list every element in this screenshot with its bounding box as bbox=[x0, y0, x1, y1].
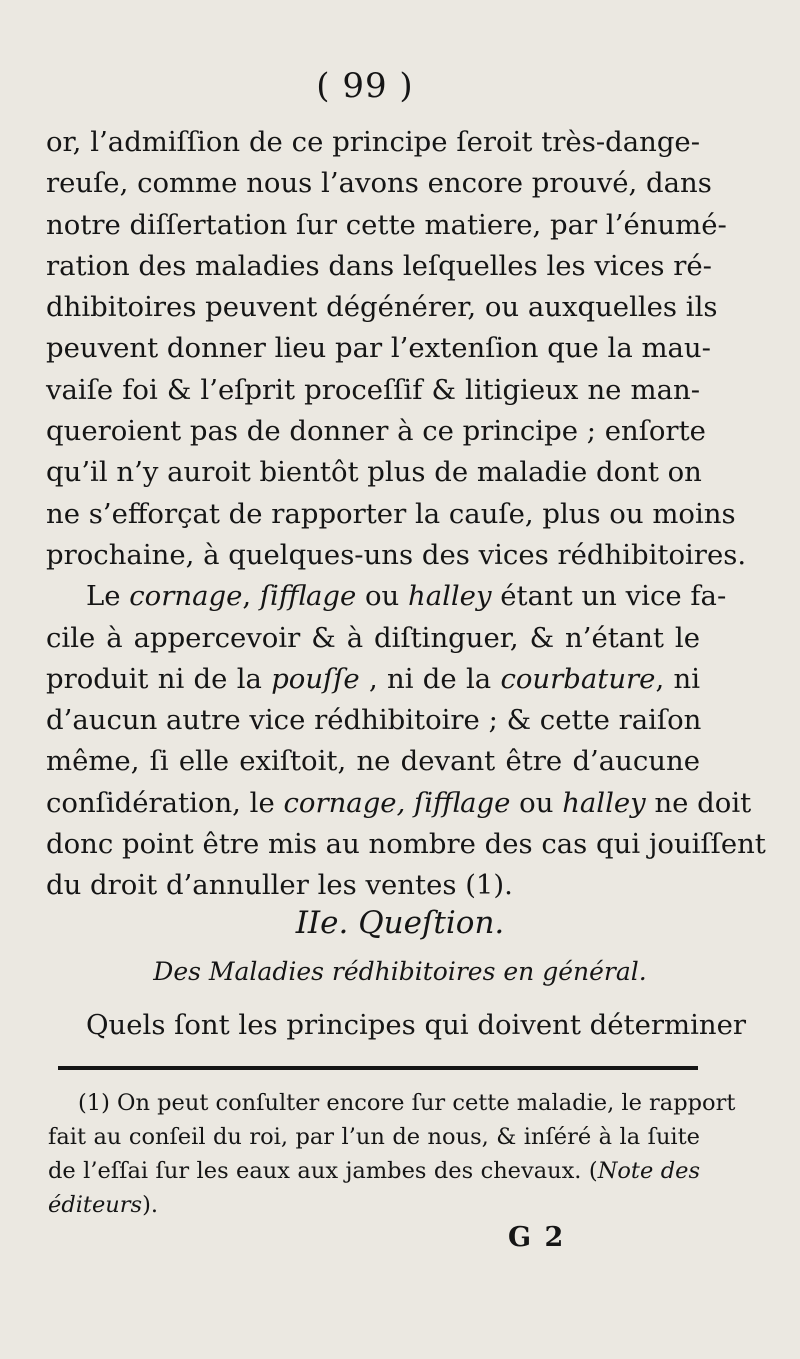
text-span: étant un vice fa- bbox=[491, 580, 727, 613]
text-line: cile à appercevoir & à diſtinguer, & n’étant le bbox=[46, 621, 700, 654]
signature-mark: G 2 bbox=[508, 1222, 566, 1253]
italic-term: cornage bbox=[129, 580, 243, 613]
section-heading: IIe. Queſtion. bbox=[295, 905, 505, 941]
text-span: ou bbox=[510, 786, 563, 819]
footnote-line bbox=[48, 1188, 700, 1222]
italic-term: halley bbox=[407, 580, 492, 613]
text-span: de l’eſſai ſur les eaux aux jambes des chevaux. ( bbox=[48, 1158, 598, 1184]
text-span: Le bbox=[86, 580, 130, 613]
text-line: du droit d’annuller les ventes (1). bbox=[46, 869, 513, 902]
text-line: or, l’admiſſion de ce principe ſeroit très-dange- bbox=[46, 126, 700, 158]
text-line: d’aucun autre vice rédhibitoire ; & cette raiſon bbox=[46, 704, 702, 737]
footnote-line: fait au conſeil du roi, par l’un de nous, & inſéré à la ſuite bbox=[48, 1124, 700, 1150]
italic-term: cornage, ſifflage bbox=[283, 786, 511, 819]
italic-term: courbature bbox=[500, 662, 656, 695]
text-line: notre diſſertation ſur cette matiere, par l’énumé- bbox=[46, 208, 727, 241]
footnote bbox=[48, 1086, 736, 1222]
text-line: ne s’efforçat de rapporter la cauſe, plus ou moins bbox=[46, 497, 736, 530]
italic-term: halley bbox=[562, 786, 646, 819]
text-span: ou bbox=[356, 580, 408, 613]
text-line: vaiſe foi & l’eſprit proceſſif & litigieux ne man- bbox=[46, 373, 700, 406]
text-line bbox=[46, 783, 752, 824]
text-line bbox=[46, 659, 700, 700]
italic-term: Note des bbox=[597, 1158, 700, 1184]
footnote-line: (1) On peut conſulter encore ſur cette maladie, le rapport bbox=[78, 1090, 736, 1116]
page-number: ( 99 ) bbox=[316, 66, 414, 106]
section-text bbox=[46, 1005, 746, 1046]
text-span: conſidération, le bbox=[46, 786, 284, 819]
text-line: donc point être mis au nombre des cas qui jouiſſent bbox=[46, 828, 766, 861]
text-line: peuvent donner lieu par l’extenſion que la mau- bbox=[46, 332, 711, 365]
text-line: Quels ſont les principes qui doivent déterminer bbox=[86, 1009, 746, 1041]
italic-term: ſifflage bbox=[259, 580, 357, 613]
section-subheading: Des Maladies rédhibitoires en général. bbox=[153, 957, 647, 986]
text-span: produit ni de la bbox=[46, 662, 272, 695]
text-line: queroient pas de donner à ce principe ; enſorte bbox=[46, 415, 706, 448]
text-line: même, ſi elle exiſtoit, ne devant être d’aucune bbox=[46, 745, 700, 778]
text-span: ne doit bbox=[645, 786, 752, 819]
italic-term: pouſſe bbox=[271, 662, 360, 695]
main-text bbox=[46, 122, 766, 907]
text-line: reuſe, comme nous l’avons encore prouvé, dans bbox=[46, 167, 712, 200]
text-line: ration des maladies dans leſquelles les vices ré- bbox=[46, 249, 712, 282]
text-span: ). bbox=[142, 1192, 159, 1218]
text-span: , ni bbox=[655, 662, 700, 695]
text-line: prochaine, à quelques-uns des vices rédhibitoires. bbox=[46, 538, 747, 571]
text-line: qu’il n’y auroit bientôt plus de maladie dont on bbox=[46, 456, 702, 489]
text-line: dhibitoires peuvent dégénérer, ou auxquelles ils bbox=[46, 291, 718, 324]
footnote-rule bbox=[58, 1066, 698, 1070]
italic-term: éditeurs bbox=[48, 1192, 143, 1218]
text-span: , bbox=[242, 580, 260, 613]
text-line bbox=[46, 576, 727, 617]
footnote-line bbox=[48, 1154, 700, 1188]
text-span: , ni de la bbox=[359, 662, 501, 695]
